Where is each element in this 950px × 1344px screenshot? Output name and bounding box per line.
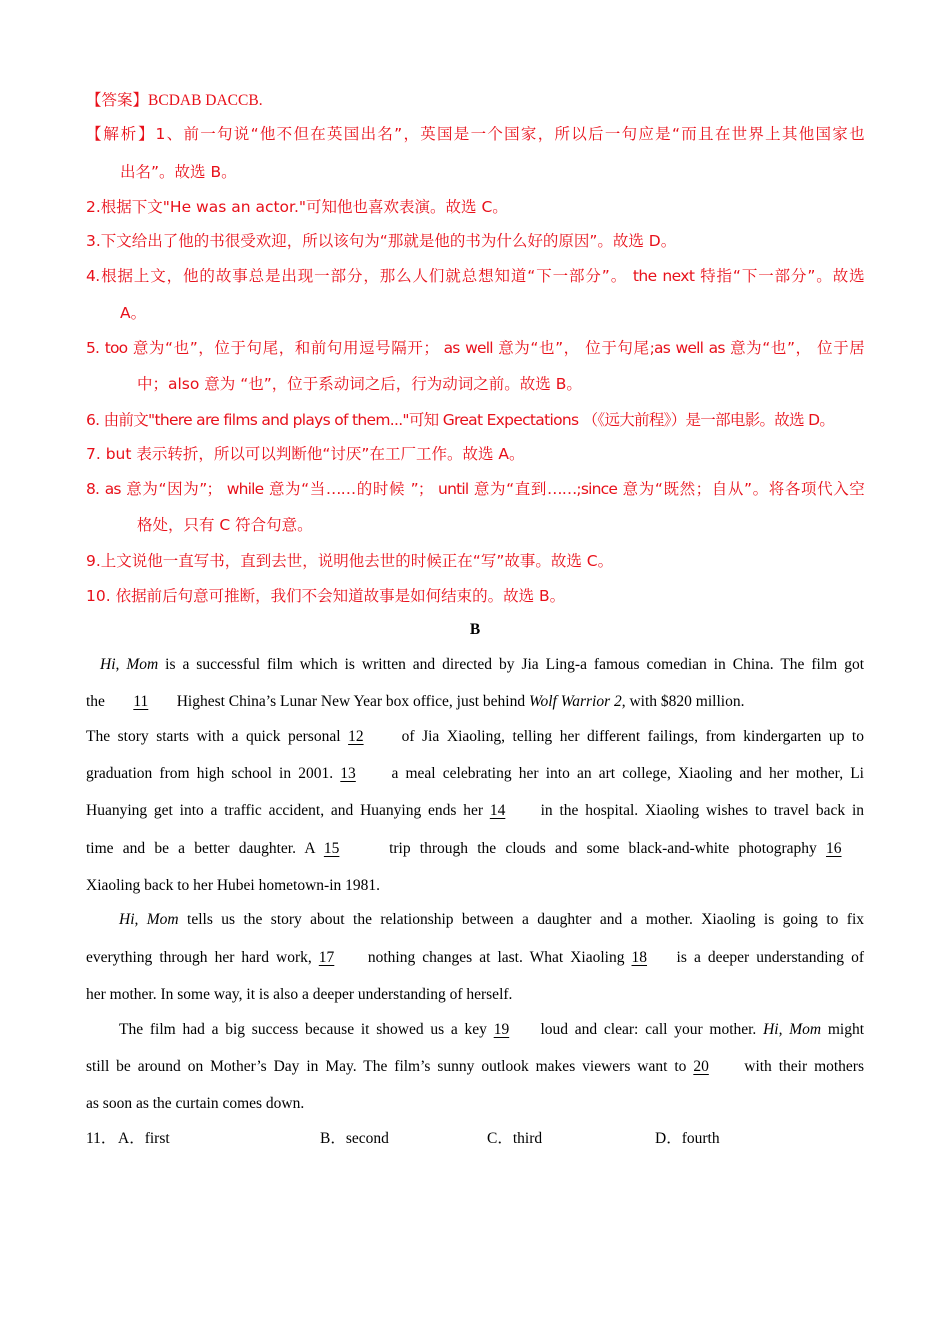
analysis-item-1 xyxy=(86,124,864,145)
option-b[interactable]: B．second xyxy=(320,1130,389,1147)
film-title: Hi, Mom xyxy=(119,911,179,928)
passage-text: still be around on Mother’s Day in May. The film’s sunny outlook makes viewers want to xyxy=(86,1058,694,1075)
answer-label: 【答案】 xyxy=(86,91,149,109)
analysis-item-6: 6. 由前文"there are films and plays of them..."可知 Great Expectations （《远大前程》）是一部电影。故选 D。 xyxy=(86,411,835,429)
analysis-item-8-cont: 格处，只有 C 符合句意。 xyxy=(137,516,313,534)
passage-p3-line2 xyxy=(86,948,864,968)
analysis-item-10: 10. 依据前后句意可推断，我们不会知道故事是如何结束的。故选 B。 xyxy=(86,587,566,605)
analysis-item-2: 2.根据下文"He was an actor."可知他也喜欢表演。故选 C。 xyxy=(86,198,508,216)
option-c[interactable]: C．third xyxy=(487,1130,543,1147)
answer-value: BCDAB DACCB. xyxy=(148,92,263,109)
blank-19: 19 xyxy=(493,1021,510,1038)
passage-p1-line2 xyxy=(86,692,744,712)
passage-text: a meal celebrating her into an art college, Xiaoling and her mother, Li xyxy=(384,765,864,782)
passage-p3-line3: her mother. In some way, it is also a deeper understanding of herself. xyxy=(86,986,513,1003)
analysis-item-4: 4.根据上文，他的故事总是出现一部分，那么人们就总想知道“下一部分”。 the next 特指“下一部分”。故选 xyxy=(86,267,864,285)
analysis-item-5-cont: 中；also 意为 “也”，位于系动词之后，行为动词之前。故选 B。 xyxy=(137,375,582,393)
film-title: Hi, Mom xyxy=(100,656,159,673)
passage-p2-line5: Xiaoling back to her Hubei hometown-in 1981. xyxy=(86,877,381,894)
passage-text: is a deeper understanding of xyxy=(669,949,864,966)
passage-text: Highest China’s Lunar New Year box office, just behind xyxy=(172,693,529,710)
passage-text: time and be a better daughter. A xyxy=(86,840,324,857)
answer-line xyxy=(86,90,263,111)
passage-text: might xyxy=(821,1021,865,1038)
question-11 xyxy=(86,1129,864,1149)
blank-15: 15 xyxy=(323,840,340,857)
passage-text: nothing changes at last. What Xiaoling xyxy=(360,949,632,966)
blank-20: 20 xyxy=(693,1058,709,1075)
passage-text: Huanying get into a traffic accident, and Huanying ends her xyxy=(86,802,490,819)
analysis-item-7: 7. but 表示转折，所以可以判断他“讨厌”在工厂工作。故选 A。 xyxy=(86,445,525,463)
passage-p2-line1 xyxy=(86,727,864,747)
section-title: B xyxy=(469,621,481,638)
passage-p2-line4 xyxy=(86,839,864,859)
blank-17: 17 xyxy=(318,949,335,966)
passage-text: The story starts with a quick personal xyxy=(86,728,349,745)
question-number: 11． xyxy=(86,1130,117,1147)
blank-13: 13 xyxy=(340,765,356,782)
passage-text: is a successful film which is written and directed by Jia Ling-a famous comedian in China. The film got xyxy=(158,656,864,673)
film-title-wolf-warrior: Wolf Warrior 2 xyxy=(528,693,622,710)
passage-text: The film had a big success because it showed us a key xyxy=(119,1021,494,1038)
passage-p4-line3: as soon as the curtain comes down. xyxy=(86,1095,305,1112)
analysis-item-8: 8. as 意为“因为”； while 意为“当……的时候 ”； until 意为“直到……;since 意为“既然；自从”。将各项代入空 xyxy=(86,480,864,498)
blank-12: 12 xyxy=(348,728,364,745)
blank-14: 14 xyxy=(489,802,506,819)
passage-text: graduation from high school in 2001. xyxy=(86,765,341,782)
analysis-item-9: 9.上文说他一直写书，直到去世，说明他去世的时候正在“写”故事。故选 C。 xyxy=(86,552,614,570)
passage-p2-line3 xyxy=(86,801,864,821)
option-d[interactable]: D．fourth xyxy=(655,1130,720,1147)
blank-16: 16 xyxy=(826,840,842,857)
passage-p4-line1 xyxy=(86,1020,864,1040)
passage-text: trip through the clouds and some black-and-white photography xyxy=(379,840,826,857)
passage-p4-line2 xyxy=(86,1057,864,1077)
option-a[interactable]: A．first xyxy=(118,1130,170,1147)
passage-text: with their mothers xyxy=(737,1058,865,1075)
passage-text: the xyxy=(86,693,109,710)
passage-p2-line2 xyxy=(86,764,864,784)
passage-p3-line1 xyxy=(86,910,864,930)
analysis-item-5: 5. too 意为“也”，位于句尾，和前句用逗号隔开； as well 意为“也”， 位于句尾;as well as 意为“也”， 位于居 xyxy=(86,339,864,357)
passage-text: everything through her hard work, xyxy=(86,949,319,966)
passage-text: in the hospital. Xiaoling wishes to travel back in xyxy=(533,802,865,819)
analysis-item-4-cont: A。 xyxy=(120,304,147,322)
analysis-text: 1、前一句说“他不但在英国出名”，英国是一个国家，所以后一句应是“而且在世界上其他国家也 xyxy=(155,125,864,143)
passage-p1-line1 xyxy=(86,655,864,675)
blank-18: 18 xyxy=(631,949,648,966)
passage-text: , with $820 million. xyxy=(621,693,745,710)
passage-text: loud and clear: call your mother. xyxy=(533,1021,764,1038)
analysis-item-3: 3.下文给出了他的书很受欢迎，所以该句为“那就是他的书为什么好的原因”。故选 D。 xyxy=(86,232,677,250)
blank-11: 11 xyxy=(133,693,149,710)
film-title: Hi, Mom xyxy=(763,1021,822,1038)
analysis-item-1-cont: 出名”。故选 B。 xyxy=(120,163,237,181)
passage-text: tells us the story about the relationship between a daughter and a mother. Xiaoling is going to fix xyxy=(178,911,864,928)
passage-text: of Jia Xiaoling, telling her different failings, from kindergarten up to xyxy=(394,728,864,745)
analysis-label: 【解析】 xyxy=(86,125,156,143)
